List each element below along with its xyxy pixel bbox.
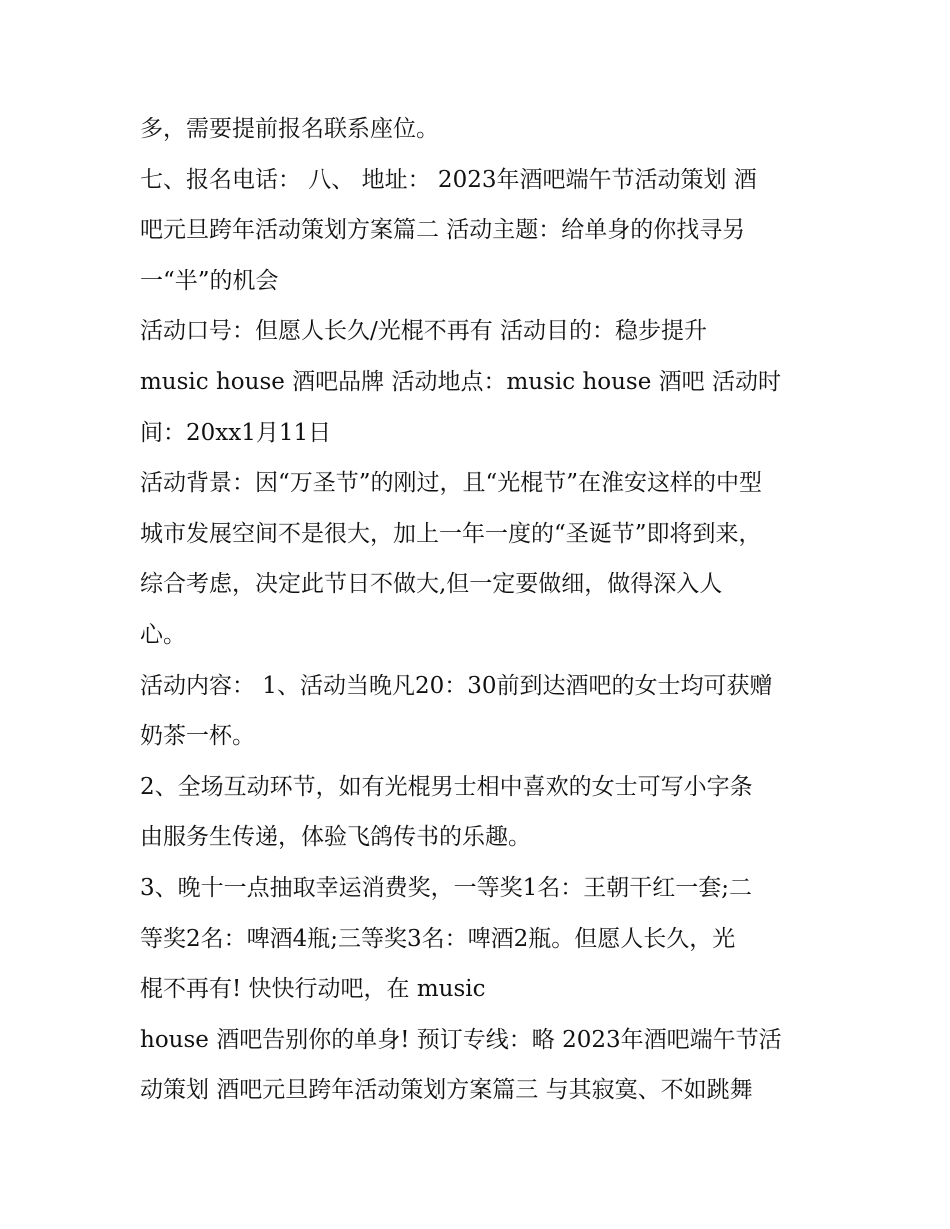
- text-line: 活动口号：但愿人长久/光棍不再有 活动目的：稳步提升: [140, 318, 708, 345]
- text-line: 间：20xx1月11日: [140, 419, 332, 446]
- text-line: house 酒吧告别你的单身! 预订专线：略 2023年酒吧端午节活: [140, 1026, 782, 1053]
- text-line: 七、报名电话： 八、 地址： 2023年酒吧端午节活动策划 酒: [140, 166, 757, 193]
- text-line: 2、全场互动环节，如有光棍男士相中喜欢的女士可写小字条: [140, 773, 753, 800]
- body-text: [140, 104, 820, 1116]
- text-line: 心。: [140, 621, 186, 648]
- text-line: 城市发展空间不是很大，加上一年一度的“圣诞节”即将到来，: [140, 520, 762, 547]
- text-line: 活动内容： 1、活动当晚凡20：30前到达酒吧的女士均可获赠: [140, 672, 773, 699]
- text-line: 多，需要提前报名联系座位。: [140, 116, 439, 142]
- text-line: 一“半”的机会: [140, 267, 279, 294]
- text-line: 综合考虑，决定此节日不做大,但一定要做细，做得深入人: [140, 571, 723, 598]
- text-line: 动策划 酒吧元旦跨年活动策划方案篇三 与其寂寞、不如跳舞: [140, 1077, 753, 1104]
- text-line: 由服务生传递，体验飞鸽传书的乐趣。: [140, 824, 531, 851]
- text-line: 吧元旦跨年活动策划方案篇二 活动主题：给单身的你找寻另: [140, 217, 746, 244]
- text-line: 棍不再有! 快快行动吧，在 music: [140, 976, 486, 1003]
- text-line: 活动背景：因“万圣节”的刚过，且“光棍节”在淮安这样的中型: [140, 470, 763, 497]
- text-line: 等奖2名：啤酒4瓶;三等奖3名：啤酒2瓶。但愿人长久，光: [140, 925, 736, 952]
- text-line: 奶茶一杯。: [140, 723, 255, 750]
- text-line: 3、晚十一点抽取幸运消费奖，一等奖1名：王朝干红一套;二: [140, 874, 753, 901]
- text-line: music house 酒吧品牌 活动地点：music house 酒吧 活动时: [140, 368, 781, 395]
